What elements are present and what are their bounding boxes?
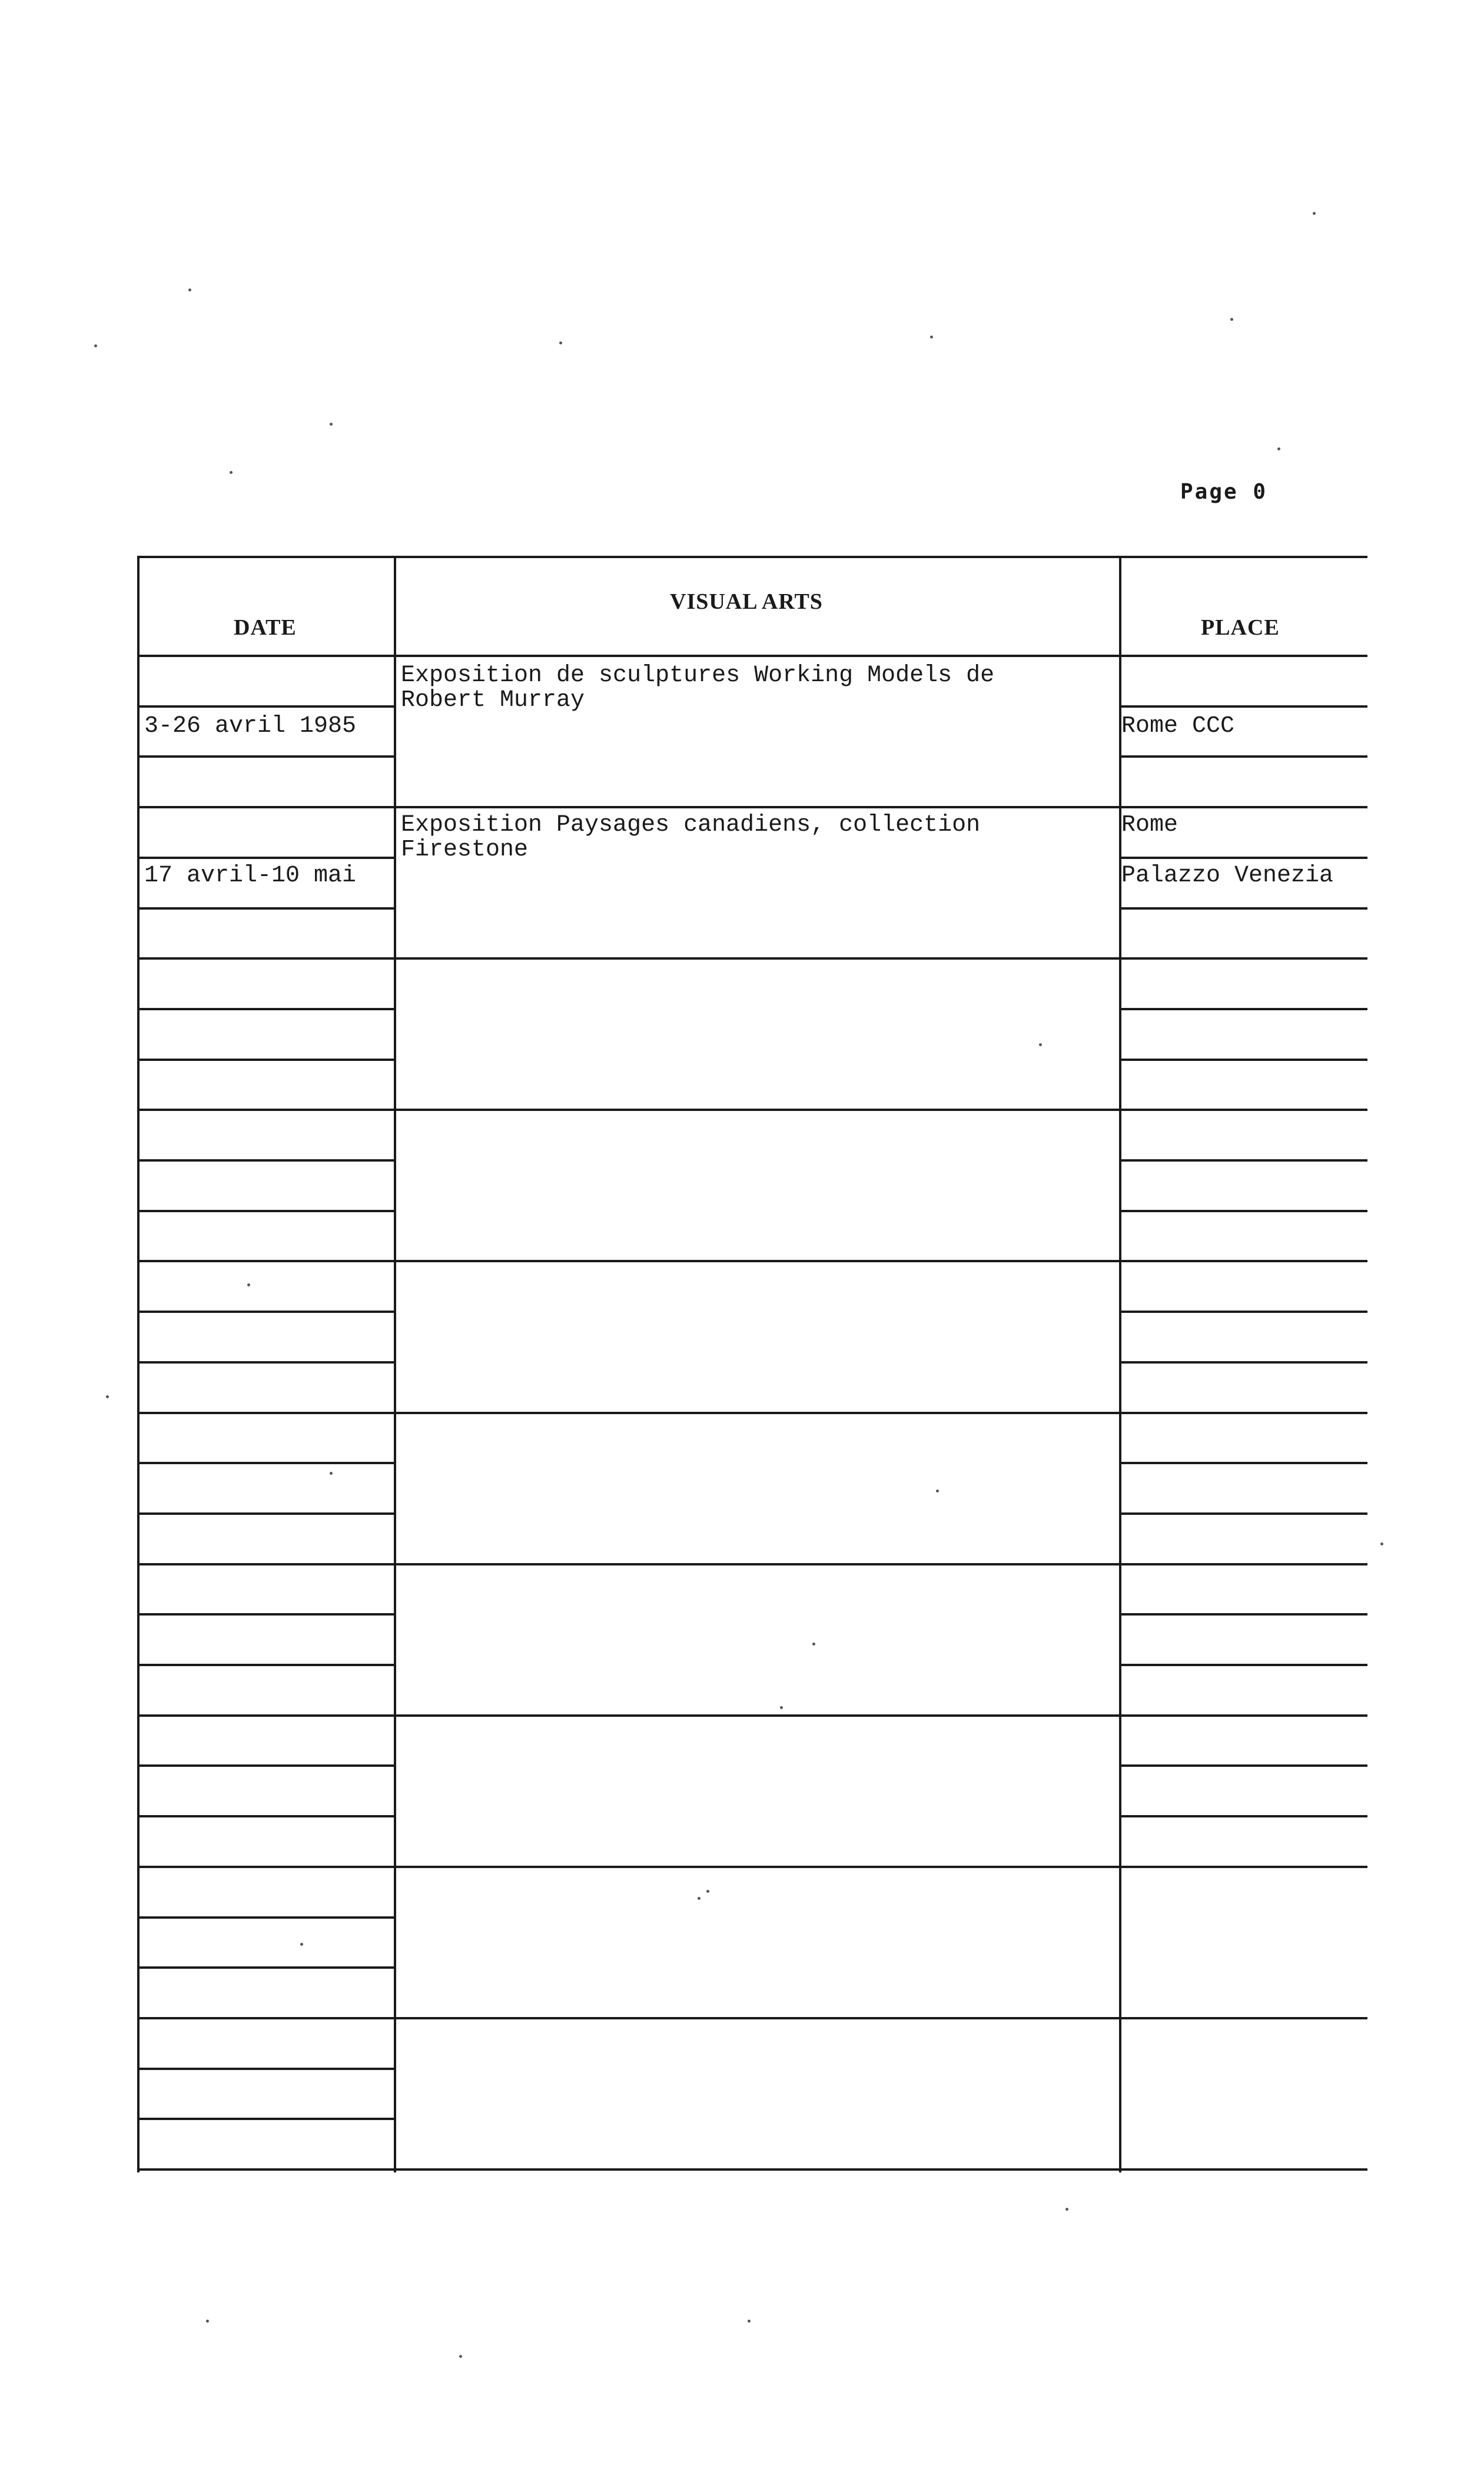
header-divider <box>137 655 1367 657</box>
place-row-rule <box>1119 907 1367 910</box>
place-row-rule <box>1119 857 1367 859</box>
entry-1-place: Rome CCC <box>1121 713 1235 739</box>
place-row-rule <box>1119 1512 1367 1515</box>
scan-speck <box>459 2355 462 2358</box>
scan-speck <box>559 341 562 344</box>
scan-speck <box>188 288 191 291</box>
place-row-rule <box>1119 1311 1367 1313</box>
date-row-rule <box>137 705 394 708</box>
scan-speck <box>748 2320 751 2323</box>
scan-speck <box>706 1890 709 1893</box>
date-row-rule <box>137 907 394 910</box>
header-place: PLACE <box>1201 615 1280 640</box>
entry-2-description-line-1: Exposition Paysages canadiens, collection <box>401 812 981 838</box>
place-row-rule <box>1119 1664 1367 1666</box>
scan-speck <box>698 1897 700 1900</box>
date-row-rule <box>137 2068 394 2070</box>
entry-1-date: 3-26 avril 1985 <box>144 713 357 739</box>
date-row-rule <box>137 1059 394 1061</box>
scan-speck <box>812 1643 815 1646</box>
scan-speck <box>300 1943 303 1946</box>
place-row-rule <box>1119 1210 1367 1212</box>
group-separator <box>137 1260 1367 1262</box>
scan-speck <box>930 336 933 339</box>
scan-speck <box>230 471 233 474</box>
scan-speck <box>330 423 333 426</box>
scan-speck <box>247 1283 250 1286</box>
group-separator <box>137 1714 1367 1717</box>
date-row-rule <box>137 857 394 859</box>
group-separator <box>137 2017 1367 2019</box>
date-row-rule <box>137 1159 394 1162</box>
group-separator <box>137 957 1367 960</box>
group-separator <box>137 806 1367 808</box>
place-row-rule <box>1119 1361 1367 1364</box>
entry-2-place-line-2: Palazzo Venezia <box>1121 863 1334 889</box>
place-row-rule <box>1119 1462 1367 1464</box>
entry-2-place-line-1: Rome <box>1121 812 1178 838</box>
scan-speck <box>1380 1542 1383 1545</box>
date-row-rule <box>137 1966 394 1969</box>
scan-speck <box>106 1395 109 1398</box>
group-separator <box>137 1866 1367 1868</box>
scan-speck <box>1230 318 1233 321</box>
date-row-rule <box>137 1664 394 1666</box>
group-separator <box>137 1412 1367 1414</box>
group-separator <box>137 1109 1367 1111</box>
date-row-rule <box>137 1210 394 1212</box>
place-row-rule <box>1119 705 1367 708</box>
date-row-rule <box>137 1916 394 1919</box>
table-border-top <box>137 556 1367 558</box>
scan-speck <box>1065 2208 1068 2211</box>
entry-1-description-line-1: Exposition de sculptures Working Models de <box>401 662 995 689</box>
date-row-rule <box>137 1764 394 1767</box>
entry-2-description-line-2: Firestone <box>401 837 529 863</box>
place-row-rule <box>1119 755 1367 758</box>
scan-speck <box>206 2320 209 2323</box>
place-row-rule <box>1119 1764 1367 1767</box>
scan-speck <box>1313 212 1316 215</box>
date-row-rule <box>137 755 394 758</box>
scan-speck <box>780 1706 783 1709</box>
place-row-rule <box>1119 1008 1367 1010</box>
date-row-rule <box>137 1008 394 1010</box>
entry-2-date: 17 avril-10 mai <box>144 863 357 889</box>
page-number: Page 0 <box>1180 480 1268 504</box>
header-date: DATE <box>234 615 297 640</box>
column-divider-place <box>1119 556 1121 2172</box>
column-divider-date <box>394 556 396 2172</box>
place-row-rule <box>1119 1613 1367 1616</box>
date-row-rule <box>137 1361 394 1364</box>
header-visual-arts: VISUAL ARTS <box>670 589 823 614</box>
group-separator <box>137 2168 1367 2171</box>
scan-speck <box>936 1490 939 1492</box>
date-row-rule <box>137 1512 394 1515</box>
date-row-rule <box>137 1613 394 1616</box>
table-border-left <box>137 556 140 2172</box>
scan-speck <box>1277 447 1280 450</box>
group-separator <box>137 1563 1367 1565</box>
scan-speck <box>1039 1043 1042 1046</box>
date-row-rule <box>137 2118 394 2120</box>
place-row-rule <box>1119 1159 1367 1162</box>
date-row-rule <box>137 1311 394 1313</box>
schedule-table <box>137 556 1373 2175</box>
place-row-rule <box>1119 1815 1367 1817</box>
scan-speck <box>330 1472 333 1475</box>
entry-1-description-line-2: Robert Murray <box>401 687 585 714</box>
date-row-rule <box>137 1815 394 1817</box>
scan-speck <box>94 344 97 347</box>
place-row-rule <box>1119 1059 1367 1061</box>
date-row-rule <box>137 1462 394 1464</box>
